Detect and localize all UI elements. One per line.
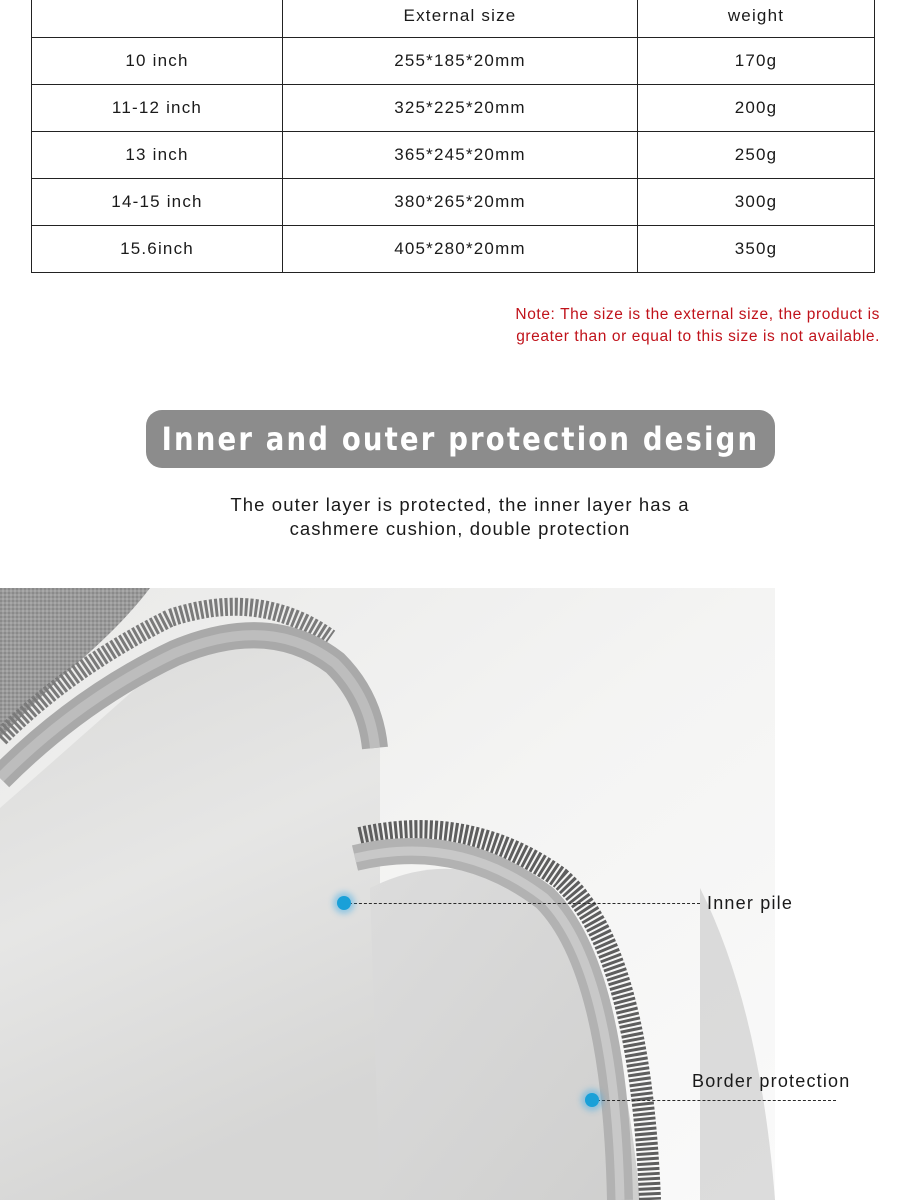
header-cell-external-size: External size	[283, 0, 638, 38]
cell-weight: 170g	[638, 38, 875, 85]
cell-size: 405*280*20mm	[283, 226, 638, 273]
cell-weight: 200g	[638, 85, 875, 132]
inner-pile-label: Inner pile	[707, 893, 794, 913]
cell-size: 365*245*20mm	[283, 132, 638, 179]
banner-title: Inner and outer protection design	[161, 420, 760, 458]
header-cell-model	[32, 0, 283, 38]
table-row	[32, 38, 875, 85]
inner-pile-marker-icon	[337, 896, 351, 910]
cell-model: 11-12 inch	[32, 85, 283, 132]
header-cell-weight: weight	[638, 0, 875, 38]
description-line-1: The outer layer is protected, the inner layer has a	[230, 494, 690, 515]
cell-model: 13 inch	[32, 132, 283, 179]
table-row	[32, 226, 875, 273]
cell-size: 380*265*20mm	[283, 179, 638, 226]
cell-weight: 250g	[638, 132, 875, 179]
table-row	[32, 85, 875, 132]
cell-weight: 350g	[638, 226, 875, 273]
cell-model: 10 inch	[32, 38, 283, 85]
table-row	[32, 132, 875, 179]
border-protection-marker-icon	[585, 1093, 599, 1107]
table-header-row	[32, 0, 875, 38]
cell-model: 14-15 inch	[32, 179, 283, 226]
note-line-2: greater than or equal to this size is not available.	[516, 328, 880, 345]
cell-size: 255*185*20mm	[283, 38, 638, 85]
cell-model: 15.6inch	[32, 226, 283, 273]
cell-size: 325*225*20mm	[283, 85, 638, 132]
border-protection-label: Border protection	[692, 1071, 851, 1091]
table-row	[32, 179, 875, 226]
size-table	[31, 0, 875, 273]
border-protection-leader-line	[592, 1100, 836, 1101]
section-banner	[146, 410, 775, 468]
note-line-1: Note: The size is the external size, the product is	[515, 306, 880, 323]
description-line-2: cashmere cushion, double protection	[289, 518, 631, 539]
cell-weight: 300g	[638, 179, 875, 226]
size-note	[440, 304, 880, 348]
section-description	[0, 493, 920, 541]
product-closeup-image	[0, 588, 775, 1200]
inner-pile-leader-line	[344, 903, 700, 904]
